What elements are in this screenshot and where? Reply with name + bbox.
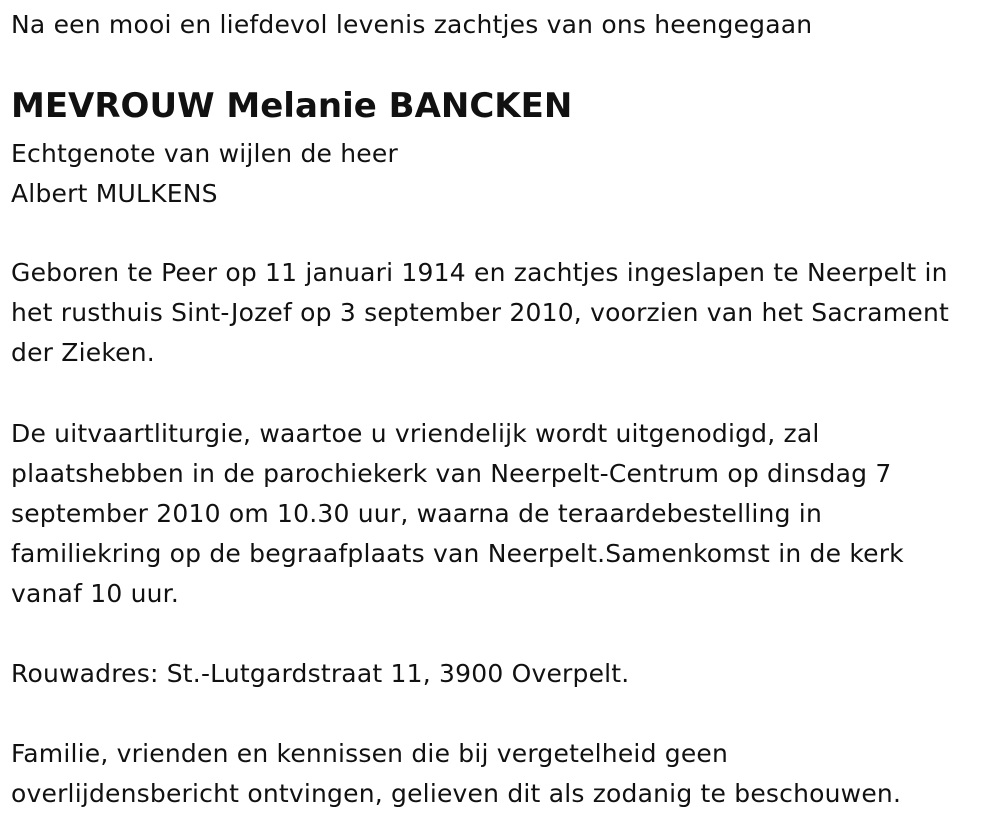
paragraph-line: Geboren te Peer op 11 januari 1914 en zachtjes ingeslapen te Neerpelt in: [11, 258, 948, 287]
paragraph-line: De uitvaartliturgie, waartoe u vriendelijk wordt uitgenodigd, zal: [11, 419, 820, 448]
paragraph-line: het rusthuis Sint-Jozef op 3 september 2010, voorzien van het Sacrament: [11, 298, 949, 327]
deceased-name: MEVROUW Melanie BANCKEN: [11, 86, 573, 126]
spouse-line: Albert MULKENS: [11, 179, 218, 208]
address-line: Rouwadres: St.-Lutgardstraat 11, 3900 Overpelt.: [11, 659, 630, 688]
paragraph-line: familiekring op de begraafplaats van Neerpelt.Samenkomst in de kerk: [11, 539, 904, 568]
intro-text: Na een mooi en liefdevol levenis zachtjes van ons heengegaan: [11, 10, 813, 39]
birth-death-paragraph: [11, 253, 949, 373]
paragraph-line: september 2010 om 10.30 uur, waarna de teraardebestelling in: [11, 499, 822, 528]
mourning-address: [11, 654, 629, 694]
paragraph-line: Familie, vrienden en kennissen die bij vergetelheid geen: [11, 739, 729, 768]
paragraph-line: overlijdensbericht ontvingen, gelieven dit als zodanig te beschouwen.: [11, 779, 902, 808]
family-note: [11, 734, 901, 814]
paragraph-line: vanaf 10 uur.: [11, 579, 180, 608]
paragraph-line: plaatshebben in de parochiekerk van Neerpelt-Centrum op dinsdag 7: [11, 459, 892, 488]
spouse-info: [11, 134, 398, 214]
spouse-line: Echtgenote van wijlen de heer: [11, 139, 398, 168]
paragraph-line: der Zieken.: [11, 338, 155, 367]
funeral-paragraph: [11, 414, 904, 614]
